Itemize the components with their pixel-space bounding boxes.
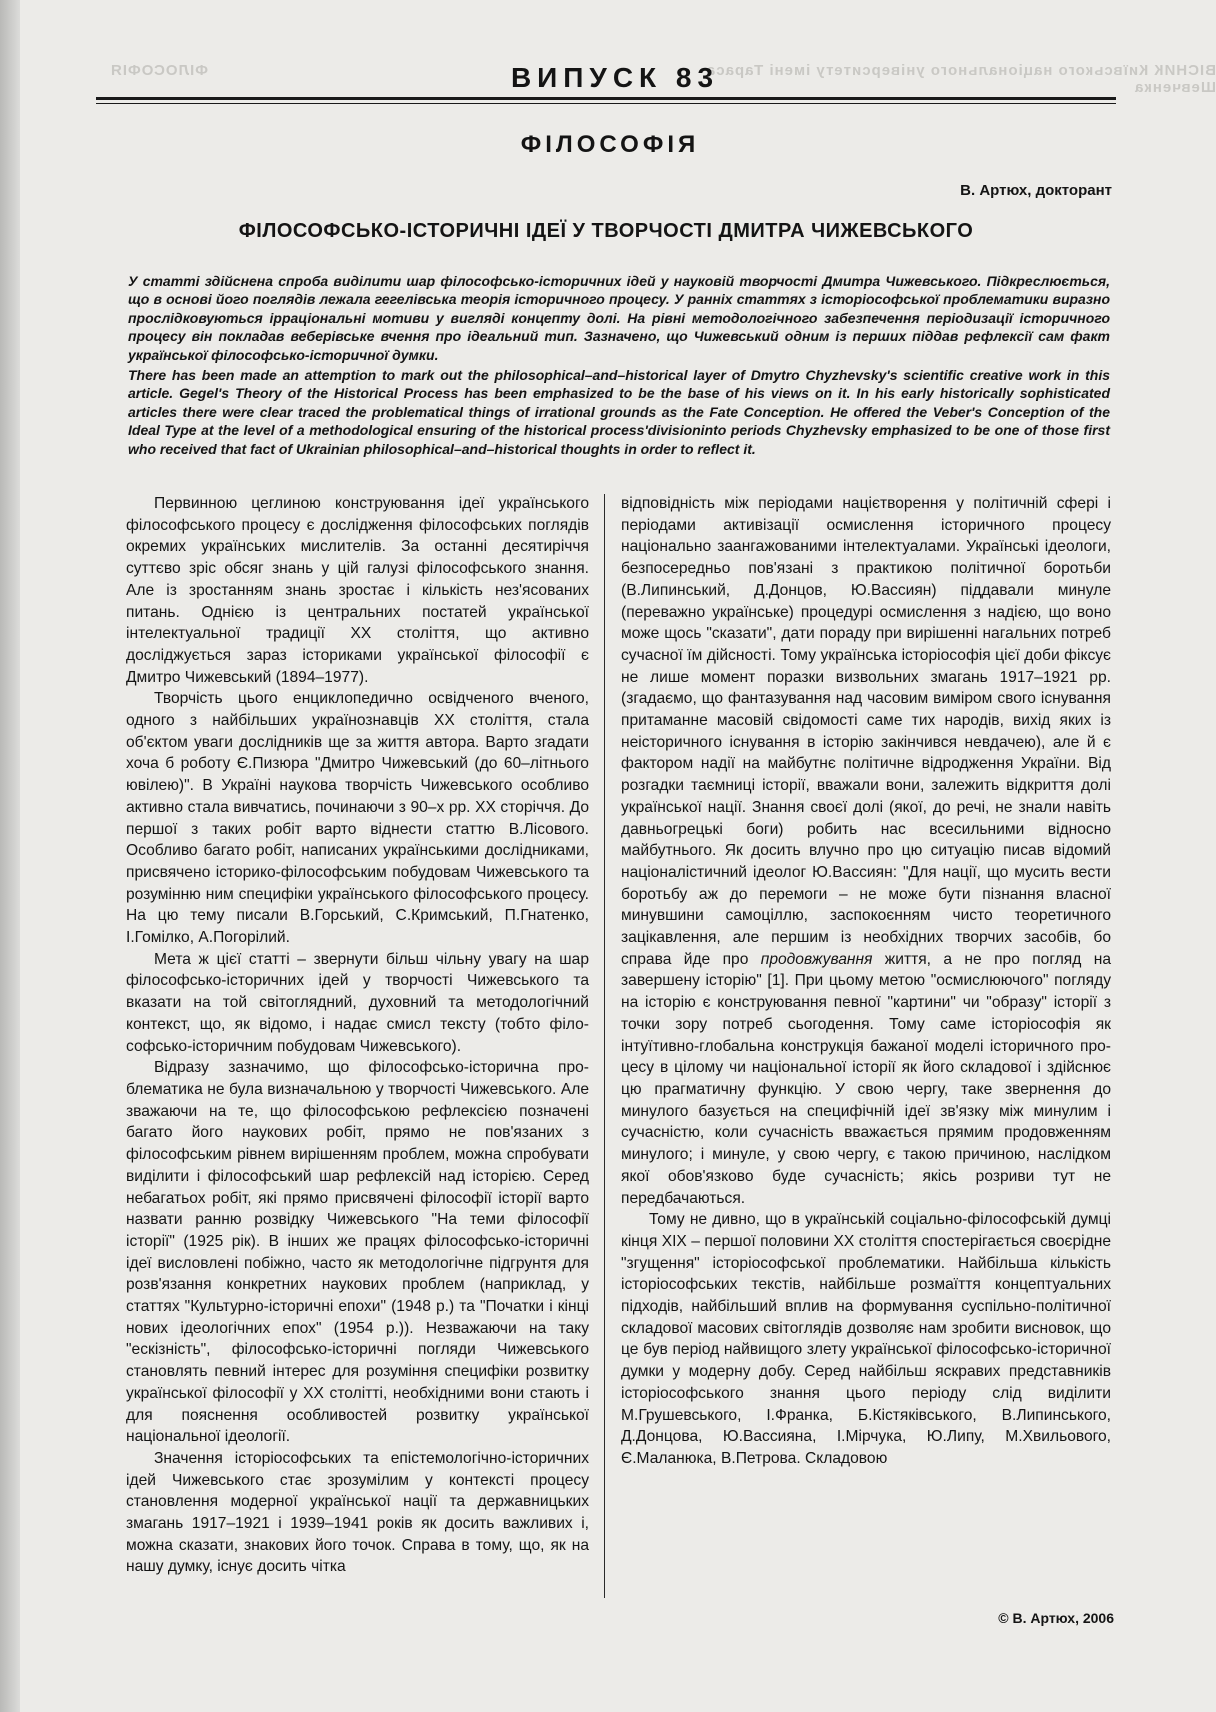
paragraph-text: відповідність між періодами націєтворення у політичній сфері і періодами активізації осмислення історичного процесу національно заангажованими інтелектуалами. Українські ідеологи, безпосередньо пов'язані з практикою політичної боротьби (В.Липинський, Д.Донцов, Ю.Вассиян) піддавали минуле (переважно українське) процедурі осмислення з надією, що воно може щось "сказати", дати пораду при вирішенні нагальних потреб сучасної їм дійсності. Тому українська історіософія цієї доби фіксує не лише момент поразки визвольних змагань 1917–1921 рр. (згадаємо, що фантазування над часовим виміром свого існування притаманне масовій свідомості саме тих народів, вихід яких із неісторичного існування в історію закінчився невдачею), але й є фактором надії на майбутнє політичне відродження України. Від розгадки таємниці історії, вважали вони, залежить відкриття долі української нації. Знання своєї долі (якої, до речі, не знали навіть давньогрецькі боги) робить нас всесильними відносно майбутнього. Як досить влучно про цю ситуацію писав відомий націоналістичний ідеолог Ю.Вассиян: "Для нації, що мусить вести боротьбу аж до перемоги – не може бути пізнання власної минувшини самоціллю, заспокоєнням чисто теоретичного зацікавлення, але першим із необхідних творчих засобів, бо справа йде про [621,495,1111,968]
paragraph: Творчість цього енциклопедично освідченого вченого, одного з найбільших українознавців ХХ століття, стала об'єктом уваги дослідників ще за життя автора. Варто згадати хоча б роботу Є.Пизюра "Дмитро Чижевський (до 60–літнього ювілею)". В Україні наукова творчість Чижевського особливо активно стала вивчатись, починаючи з 90–х рр. ХХ сторіччя. До першої з таких робіт варто віднести статтю В.Лісового. Особливо багато робіт, написаних українськими дослідниками, присвячено історико-філософським побудовам Чижевського та розумінню ним специфіки українського філософського процесу. На цю тему писали В.Горський, С.Кримський, П.Гнатенко, І.Гомілко, А.Погорілий. [126,690,589,947]
issue-number: ВИПУСК 83 [510,62,720,93]
text-column-left [126,493,589,1578]
abstract-english: There has been made an attemption to mark out the philosophical–and–historical layer of Dmytro Chyzhevsky's scientific creative work in this article. Gegel's Theory of the Historical Process has been emphasized to be the base of his views on it. In his early historically sophisticated articles there were clear traced the problematical things of irrational grounds as the Fate Conception. He offered the Veber's Conception of the Ideal Type at the level of a methodological ensuring of the historical process'divisioninto periods Chyzhevsky emphasized to be one of those first who received that fact of Ukrainian philosophical–and–historical thoughts in order to reflect it. [128,367,1110,457]
text-column-right [621,493,1111,1470]
bleed-through-text-left: ФІЛОСОФІЯ [110,62,209,79]
paragraph: Тому не дивно, що в українській соціально-філософській думці кінця XIX – першої половини ХХ століття спостерігається своєрідне "згущення" історіософської проблематики. Найбільша кількість історіософських текстів, найбільше розмаїття концептуальних підходів, найбільший вплив на формування суспільно-політичної складової масових світоглядів дозволяє нам зробити висновок, що це був період найвищого злету української філософсько-історичної думки у модерну добу. Серед найбільш яскравих представників історіософського знання цього періоду слід виділити М.Грушевського, І.Франка, Б.Кістяківського, В.Липинського, Д.Донцова, Ю.Вассияна, І.Мірчука, Ю.Липу, М.Хвильового, Є.Маланюка, В.Петрова. Складовою [621,1211,1111,1467]
article-author: В. Артюх, докторант [960,182,1112,199]
paragraph: Відразу зазначимо, що філософсько-історична проблематика не була визначальною у творчості Чижевського. Але зважаючи на те, що філософською рефлексією позначені багато його наукових робіт, прямо не пов'язаних з філософським рівнем вирішенням проблем, можна спробувати виділити і філософський шар рефлексій над історією. Серед небагатьох робіт, які прямо присвячені філософії історії варто назвати ранню розвідку Чижевського "На теми філософії історії" (1925 рік). В інших же працях філософсько-історичні ідеї висловлені побіжно, часто як методологічне підгрунтя для розв'язання конкретних наукових проблем (наприклад, у статтях "Культурно-історичні епохи" (1948 р.) та "Початки і кінці нових ідеологічних епох" (1954 р.)). Незважаючи на таку "ескізність", філософсько-історичні погляди Чижевського становлять певний інтерес для розуміння специфіки розвитку української філософії у ХХ столітті, необхідними вони стають і для пояснення особливостей розвитку української національної ідеології. [126,1059,589,1446]
copyright-notice: © В. Артюх, 2006 [998,1610,1114,1626]
section-title: ФІЛОСОФІЯ [520,131,700,158]
paragraph: Мета ж цієї статті – звернути більш чільну увагу на шар філософсько-історичних ідей у творчості Чижевського та вказати на той світоглядний, духовний та методологічний контекст, що, як відомо, і надає смисл тексту (тобто філософсько-історичним побудовам Чижевського). [126,950,589,1055]
paragraph-text-continued: життя, а не про погляд на завершену історію" [1]. При цьому метою "осмислюючого" погляду на історію є конструювання певної "картини" чи "образу" історії з точки зору потреб сьогодення. Тому саме історіософія як інтуїтивно-глобальна конструкція бажаної моделі історичного процесу в цілому чи національної історії як його складової і здійснює цю прагматичну функцію. У свою чергу, таке звернення до минулого базується на специфічній ідеї зв'язку між минулим і сучасністю, коли сучасність вважається прямим продовженням минулого; і минуле, у свою чергу, є такою причиною, наслідком якої обов'язково буде сучасність; якісь розриви тут не передбачаються. [621,950,1111,1207]
page-spine [0,0,20,1712]
paragraph [621,493,1111,1209]
bleed-through-text-right: ВІСНИК Київського національного університету імені Тараса Шевченка [705,62,1216,96]
emphasis-text: продовжування [760,950,873,968]
header-rule [96,97,1116,100]
article-title: ФІЛОСОФСЬКО-ІСТОРИЧНІ ІДЕЇ У ТВОРЧОСТІ ДМИТРА ЧИЖЕВСЬКОГО [238,220,974,242]
paragraph: Значення історіософських та епістемологічно-історичних ідей Чижевського стає зрозумілим у контексті процесу становлення модерної української нації та державницьких змагань 1917–1921 і 1939–1941 років як досить важливих і, можна сказати, знакових його точок. Справа в тому, що, як на нашу думку, існує досить чітка [126,1449,589,1576]
abstract-ukrainian: У статті здійснена спроба виділити шар філософсько-історичних ідей у науковій творчості Дмитра Чижевського. Підкреслюється, що в основі його поглядів лежала гегелівська теорія історичного процесу. У ранніх статтях з історіософської проблематики виразно прослідковуються ірраціональні мотиви у вигляді концепту долі. На рівні методологічного забезпечення періодизації історичного процесу він покладав веберівське вчення про ідеальний тип. Зазначено, що Чижевський одним із перших піддав рефлексії сам факт української філософсько-історичної думки. [128,273,1110,363]
column-divider [604,494,605,1598]
header-rule-thin [96,103,1116,104]
paragraph: Первинною цеглиною конструювання ідеї українського філософського процесу є дослідження філософських поглядів окремих українських мислителів. За останні десятиріччя суттєво зріс обсяг знань у цій галузі філософського знання. Але із зростанням знань зростає і кількість нез'ясованих питань. Однією із центральних постатей української інтелектуальної традиції ХХ століття, що активно досліджується зараз істориками української філософії є Дмитро Чижевський (1894–1977). [126,495,589,686]
